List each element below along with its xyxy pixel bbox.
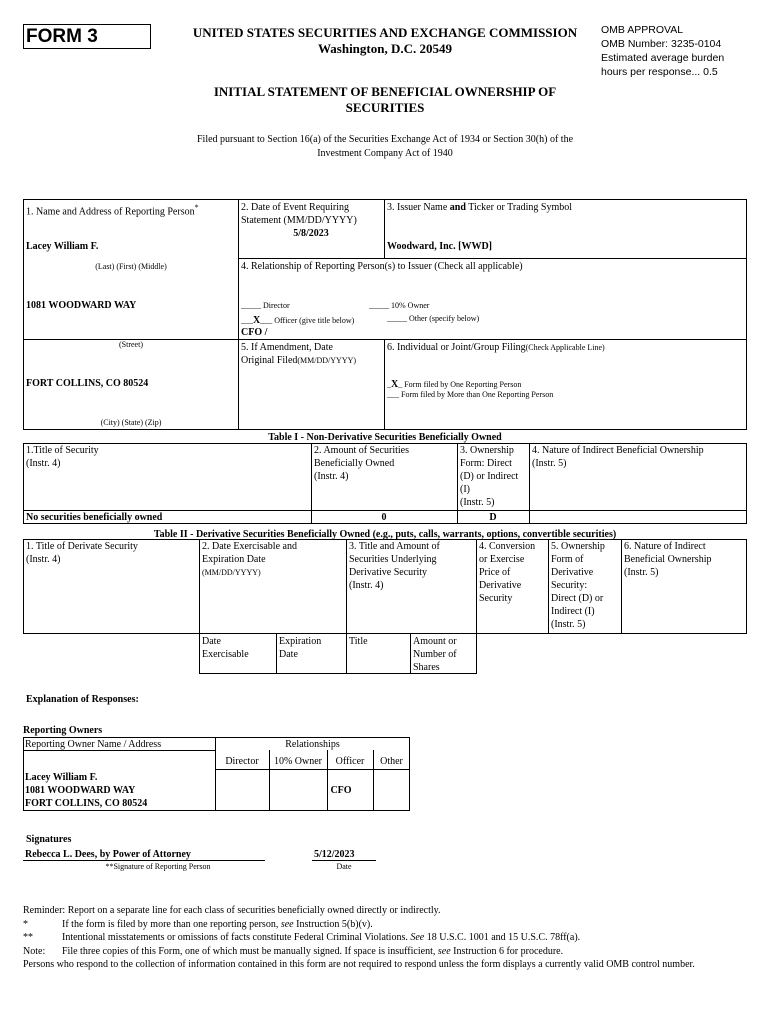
city-caption: (City) (State) (Zip) (100, 418, 162, 427)
persons-respond-text: Persons who respond to the collection of information contained in this form are not required to respond unless the form displays a currently valid OMB control number. (23, 959, 695, 970)
owner-name-address: Lacey William F. 1081 WOODWARD WAY FORT COLLINS, CO 80524 (25, 772, 148, 809)
other-col-header: Other (380, 756, 403, 767)
table1-row-amount: 0 (381, 512, 387, 523)
reporting-person-city: FORT COLLINS, CO 80524 (26, 378, 149, 389)
divider (621, 539, 622, 634)
table2-col4-header: 4. Conversion or Exercise Price of Derivative Security (479, 541, 536, 604)
table1-col1-header: 1.Title of Security (Instr. 4) (26, 445, 99, 469)
form-title-line1: INITIAL STATEMENT OF BENEFICIAL OWNERSHIP OF (213, 84, 557, 99)
filed-pursuant-line2: Investment Company Act of 1940 (317, 148, 453, 159)
owner-officer-value: CFO (330, 785, 352, 796)
owner-name-header: Reporting Owner Name / Address (25, 739, 162, 750)
officer-col-header: Officer (335, 756, 365, 767)
divider (410, 633, 411, 674)
divider (346, 633, 347, 674)
footnote-double-star: ** Intentional misstatements or omissions of facts constitute Federal Criminal Violations. See 18 U.S.C. 1001 and 15 U.S.C. 78ff(a). (23, 932, 581, 943)
date-caption: Date (336, 862, 352, 871)
filed-pursuant-line1: Filed pursuant to Section 16(a) of the Securities Exchange Act of 1934 or Section 30(h) of the (196, 134, 574, 145)
table1-col2-header: 2. Amount of Securities Beneficially Owned (Instr. 4) (314, 445, 409, 482)
footnotes (23, 904, 748, 972)
divider (548, 539, 549, 634)
omb-burden-line2: hours per response... 0.5 (601, 66, 718, 78)
box5-label: 5. If Amendment, Date Original Filed(MM/DD/YYYY) (241, 342, 357, 366)
street-caption: (Street) (119, 340, 143, 349)
issuer-name: Woodward, Inc. [WWD] (387, 241, 493, 252)
filed-by-one-option[interactable]: _X_ Form filed by One Reporting Person (387, 379, 522, 390)
other-checkbox[interactable]: _____ Other (specify below) (387, 314, 480, 323)
event-date: 5/8/2023 (293, 228, 329, 239)
divider (346, 539, 347, 634)
subheader-expiration-date: Expiration Date (279, 636, 322, 660)
table2-col2-header: 2. Date Exercisable and Expiration Date (MM/DD/YYYY) (202, 541, 297, 577)
director-checkbox[interactable]: _____ Director (241, 301, 290, 310)
footnote-star: * If the form is filed by more than one reporting person, see Instruction 5(b)(v). (23, 918, 373, 930)
divider (384, 339, 385, 430)
filed-by-more-option[interactable]: ___ Form filed by More than One Reporting Person (387, 390, 554, 399)
divider (476, 539, 477, 634)
table1-row-title: No securities beneficially owned (26, 512, 163, 523)
form-label: FORM 3 (26, 26, 98, 47)
table1-title: Table I - Non-Derivative Securities Beneficially Owned (268, 432, 502, 443)
omb-number: OMB Number: 3235-0104 (601, 38, 722, 50)
name-caption: (Last) (First) (Middle) (95, 262, 167, 271)
table2-col1-header: 1. Title of Derivate Security (Instr. 4) (26, 541, 138, 565)
box3-label: 3. Issuer Name and Ticker or Trading Symbol (387, 202, 573, 213)
reporting-person-street: 1081 WOODWARD WAY (26, 300, 137, 311)
footnote-note: Note: File three copies of this Form, one of which must be manually signed. If space is insufficient, see Instruction 6 for procedure. (23, 945, 564, 957)
omb-approval (601, 23, 724, 79)
table2-col6-header: 6. Nature of Indirect Beneficial Ownership (Instr. 5) (624, 541, 712, 578)
divider (384, 199, 385, 258)
signature-date: 5/12/2023 (314, 849, 355, 860)
subheader-date-exercisable: Date Exercisable (202, 636, 249, 660)
relationships-header: Relationships (285, 739, 340, 750)
signature-line (23, 860, 265, 861)
form-title-line2: SECURITIES (345, 100, 425, 115)
date-line (312, 860, 376, 861)
box6-label: 6. Individual or Joint/Group Filing(Check Applicable Line) (387, 342, 605, 353)
divider (238, 199, 239, 339)
divider (199, 539, 200, 634)
director-col-header: Director (225, 756, 259, 767)
ten-percent-owner-checkbox[interactable]: _____ 10% Owner (369, 301, 430, 310)
divider (276, 633, 277, 674)
top-grid (23, 199, 747, 430)
explanation-heading: Explanation of Responses: (26, 694, 139, 705)
agency-name: UNITED STATES SECURITIES AND EXCHANGE COMMISSION (192, 25, 578, 40)
table1-col3-header: 3. Ownership Form: Direct (D) or Indirect (I) (Instr. 5) (460, 445, 519, 508)
omb-title: OMB APPROVAL (601, 24, 684, 36)
table2-col5-header: 5. Ownership Form of Derivative Security: Direct (D) or Indirect (I) (Instr. 5) (551, 541, 605, 630)
officer-checkbox[interactable]: ___X___ Officer (give title below) (241, 315, 355, 326)
table2-col3-header: 3. Title and Amount of Securities Underlying Derivative Security (Instr. 4) (349, 541, 440, 591)
box1-label: 1. Name and Address of Reporting Person* (26, 203, 199, 218)
reminder-text: Reminder: Report on a separate line for each class of securities beneficially owned directly or indirectly. (23, 905, 441, 916)
subheader-amount: Amount or Number of Shares (413, 636, 457, 673)
officer-title: CFO / (241, 327, 268, 338)
ten-pct-col-header: 10% Owner (273, 756, 323, 767)
table1-col4-header: 4. Nature of Indirect Beneficial Ownership (Instr. 5) (532, 445, 704, 469)
table1-row-form: D (489, 512, 497, 523)
agency-location: Washington, D.C. 20549 (318, 41, 452, 56)
reporting-person-name: Lacey William F. (26, 241, 99, 252)
divider (215, 769, 410, 770)
signer-caption: **Signature of Reporting Person (105, 862, 211, 871)
divider (238, 339, 239, 430)
reporting-owners-heading: Reporting Owners (23, 725, 103, 736)
form-label-box (23, 24, 151, 49)
divider (238, 258, 747, 259)
table2-title: Table II - Derivative Securities Beneficially Owned (e.g., puts, calls, warrants, options, convertible securities) (153, 529, 617, 540)
omb-burden-line1: Estimated average burden (601, 52, 725, 64)
divider (529, 443, 530, 524)
signer-name: Rebecca L. Dees, by Power of Attorney (25, 849, 191, 860)
subheader-title: Title (349, 636, 368, 647)
box4-label: 4. Relationship of Reporting Person(s) to Issuer (Check all applicable) (241, 261, 523, 272)
box2-label: 2. Date of Event Requiring Statement (MM/DD/YYYY) (241, 202, 357, 226)
signatures-heading: Signatures (26, 834, 72, 845)
